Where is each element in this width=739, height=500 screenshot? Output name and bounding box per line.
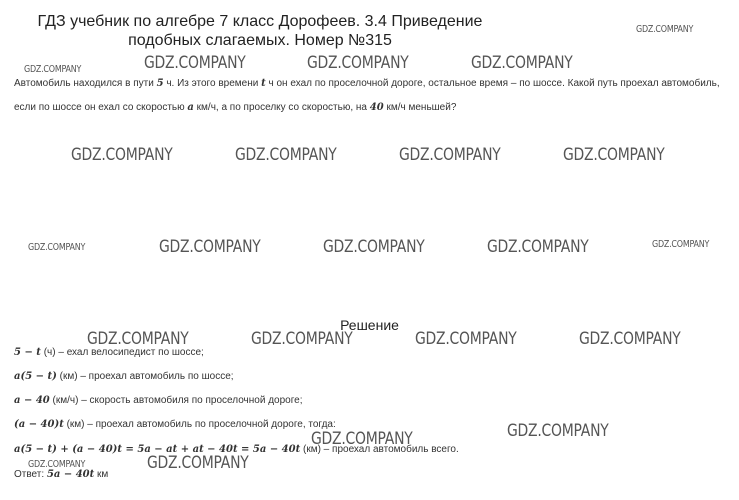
problem-var-t: t <box>261 78 266 89</box>
watermark: GDZ.COMPANY <box>28 459 86 470</box>
answer-label: Ответ: <box>14 469 47 480</box>
watermark: GDZ.COMPANY <box>471 53 573 73</box>
watermark: GDZ.COMPANY <box>636 24 694 35</box>
watermark: GDZ.COMPANY <box>399 145 501 165</box>
problem-text-part5: км/ч меньшей? <box>383 102 457 113</box>
problem-var-a: a <box>187 102 194 113</box>
solution-line-1-text: (ч) – ехал велосипедист по шоссе; <box>40 347 204 358</box>
watermark: GDZ.COMPANY <box>487 237 589 257</box>
solution-line-2-text: (км) – проехал автомобиль по шоссе; <box>56 371 234 382</box>
watermark: GDZ.COMPANY <box>311 429 413 449</box>
solution-heading: Решение <box>340 317 399 333</box>
watermark: GDZ.COMPANY <box>24 64 82 75</box>
page-title-line2: подобных слагаемых. Номер №315 <box>128 32 392 49</box>
answer-math: 5a − 40t <box>46 469 95 480</box>
problem-text-part1: Автомобиль находился в пути <box>14 78 157 89</box>
watermark: GDZ.COMPANY <box>579 329 681 349</box>
watermark: GDZ.COMPANY <box>235 145 337 165</box>
solution-line-3-math: a − 40 <box>14 395 50 406</box>
watermark: GDZ.COMPANY <box>147 453 249 473</box>
watermark: GDZ.COMPANY <box>415 329 517 349</box>
watermark: GDZ.COMPANY <box>652 239 710 250</box>
answer-line <box>14 468 108 482</box>
watermark: GDZ.COMPANY <box>159 237 261 257</box>
solution-line-5-text: (км) – проехал автомобиль всего. <box>300 444 459 455</box>
answer-unit: км <box>94 469 109 480</box>
solution-line-2-math: a(5 − t) <box>14 371 57 382</box>
solution-line-4 <box>14 418 336 432</box>
solution-line-4-math: (a − 40)t <box>14 419 64 430</box>
problem-num-5: 5 <box>156 78 164 89</box>
solution-line-3 <box>14 394 303 408</box>
watermark: GDZ.COMPANY <box>563 145 665 165</box>
problem-num-40: 40 <box>369 102 384 113</box>
page-title-line1: ГДЗ учебник по алгебре 7 класс Дорофеев. 3.4 Приведение <box>37 13 483 30</box>
solution-line-4-text: (км) – проехал автомобиль по проселочной дороге, тогда: <box>63 419 336 430</box>
watermark: GDZ.COMPANY <box>144 53 246 73</box>
problem-text-part3: ч он ехал по проселочной дороге, остальное время – по шоссе. Какой путь проехал автомобиль, если по шоссе он ехал со скоростью <box>14 78 720 113</box>
problem-text-part2: ч. Из этого времени <box>163 78 262 89</box>
problem-text <box>14 72 729 120</box>
solution-line-5-math: a(5 − t) + (a − 40)t = 5a − at + at − 40t = 5a − 40t <box>14 444 301 455</box>
solution-line-1-math: 5 − t <box>14 347 41 358</box>
watermark: GDZ.COMPANY <box>307 53 409 73</box>
solution-line-2 <box>14 370 234 384</box>
watermark: GDZ.COMPANY <box>323 237 425 257</box>
problem-text-part4: км/ч, а по проселку со скоростью, на <box>193 102 370 113</box>
page-title <box>0 12 520 50</box>
watermark: GDZ.COMPANY <box>71 145 173 165</box>
solution-line-3-text: (км/ч) – скорость автомобиля по проселочной дороге; <box>49 395 303 406</box>
watermark: GDZ.COMPANY <box>87 329 189 349</box>
watermark: GDZ.COMPANY <box>28 242 86 253</box>
watermark: GDZ.COMPANY <box>251 329 353 349</box>
watermark: GDZ.COMPANY <box>507 421 609 441</box>
